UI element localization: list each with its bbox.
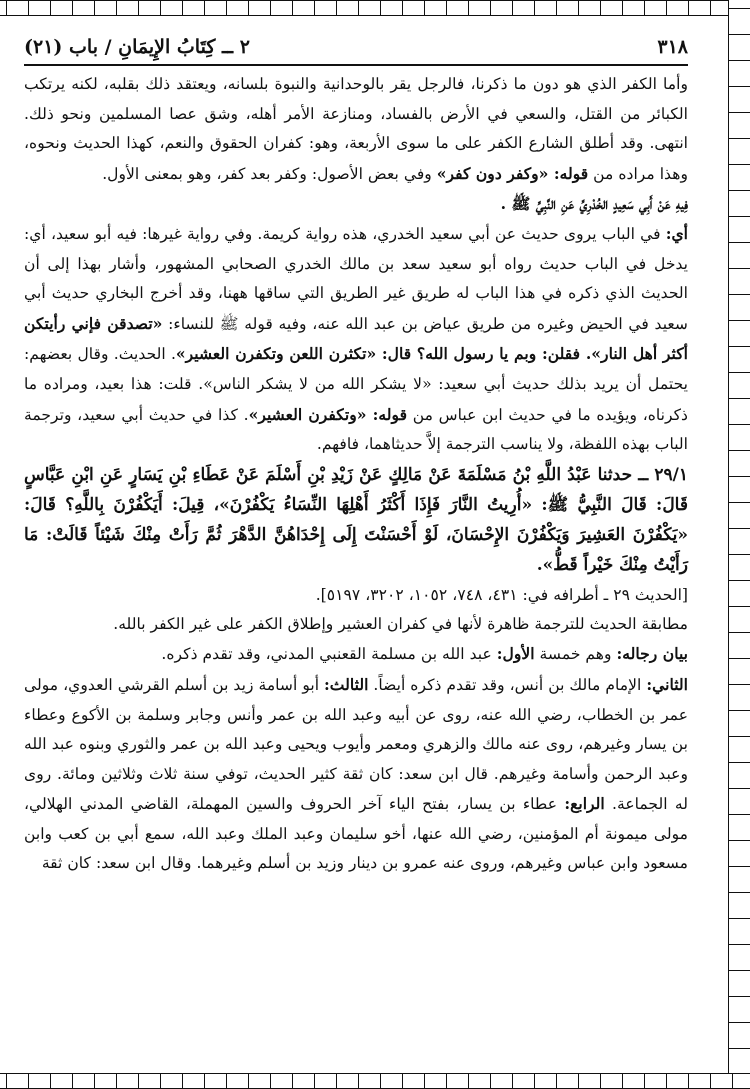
decorative-border-top bbox=[0, 0, 750, 16]
bold-segment: قوله: «وتكفرن العشير» bbox=[248, 404, 408, 424]
chapter-note bbox=[24, 189, 688, 219]
text-segment: مطابقة الحديث للترجمة ظاهرة لأنها في كفران العشير وإطلاق الكفر على غير الكفر بالله. bbox=[113, 614, 688, 633]
text-segment: وهم خمسة bbox=[534, 645, 617, 664]
commentary-paragraph bbox=[24, 639, 688, 670]
bold-segment: الثالث: bbox=[324, 674, 369, 694]
commentary-paragraph bbox=[24, 219, 688, 460]
decorative-border-right bbox=[728, 0, 750, 1089]
page-body bbox=[24, 66, 688, 879]
book-page bbox=[24, 22, 688, 1062]
commentary-paragraph bbox=[24, 610, 688, 640]
page-number: ٣١٨ bbox=[657, 36, 688, 58]
bold-segment: ٢٩/١ ــ حدثنا bbox=[597, 464, 688, 485]
hadith-references bbox=[24, 580, 688, 610]
text-segment: وفي بعض الأصول: وكفر بعد كفر، وهو بمعنى الأول. bbox=[102, 164, 437, 183]
text-segment: في الباب يروى حديث عن أبي سعيد الخدري، هذه رواية كريمة. وفي رواية غيرها: فيه أبو سعيد، أي: يدخل في الباب حديث رواه أبو سعيد سعد بن مالك الخدري الصحابي المشهور، وأشار بهذا إلى أن الحديث الذي ذكره في هذا الباب له طريق غير الطريق التي ساقها ههنا، وقد أخرج البخاري حديث أبي سعيد في الحيض وغيره من طريق عياض بن عبد الله عنه، وفيه قوله ﷺ للنساء: bbox=[24, 224, 688, 333]
chapter-title: ٢ ــ كِتَابُ الإِيمَانِ / باب (٢١) bbox=[24, 36, 250, 58]
commentary-paragraph bbox=[24, 70, 688, 189]
text-segment: أبو أسامة زيد بن أسلم القرشي العدوي، مولى عمر بن الخطاب، رضي الله عنه، روى عن أبيه وعبد الله بن عمر وأنس وجابر وسلمة بن الأكوع وعطاء بن يسار وغيرهم، روى عنه مالك والزهري ومعمر وأيوب ويحيى وعبد الله بن عمر والثوري وبنوه عبد الله وعبد الرحمن وأسامة وغيرهم. قال ابن سعد: كان ثقة كثير الحديث، توفي سنة ثلاث وثلاثين ومائة. روى له الجماعة. bbox=[24, 675, 688, 814]
running-header bbox=[24, 22, 688, 66]
hadith-text bbox=[24, 460, 688, 580]
bold-segment: فِيهِ bbox=[675, 194, 688, 214]
bold-segment: أي: bbox=[665, 223, 688, 243]
text-segment: . كذا في حديث أبي سعيد، وترجمة الباب بهذه اللفظة، ولا يناسب الترجمة إلاَّ حديثاهما، فافهم. bbox=[24, 405, 688, 454]
bold-segment: الثاني: bbox=[646, 674, 688, 694]
text-segment: . الحديث. وقال بعضهم: يحتمل أن يريد بذلك حديث أبي سعيد: «لا يشكر الله من لا يشكر الناس». قلت: هذا بعيد، ومراده ما ذكرناه، ويؤيده ما في حديث ابن عباس من bbox=[24, 345, 688, 424]
text-segment: عبد الله بن مسلمة القعنبي المدني، وقد تقدم ذكره. bbox=[161, 645, 497, 664]
text-segment: عَنْ أَبِي سَعِيدٍ الخُدْرِيِّ عَنِ النَّبِيِّ ﷺ . bbox=[500, 194, 676, 214]
bold-segment: الرابع: bbox=[564, 794, 605, 814]
text-segment: الإمام مالك بن أنس، وقد تقدم ذكره أيضاً. bbox=[368, 675, 647, 694]
bold-segment: الأول: bbox=[496, 644, 535, 664]
text-segment: عَبْدُ اللَّهِ بْنُ مَسْلَمَةَ عَنْ مَالِكٍ عَنْ زَيْدِ بْنِ أَسْلَمَ عَنْ عَطَاءِ بْنِ يَسَارٍ عَنِ ابْنِ عَبَّاسٍ قَالَ: قَالَ النَّبِيُّ ﷺ: bbox=[24, 464, 688, 515]
bold-segment: «أُرِيتُ النَّارَ فَإِذَا أَكْثَرُ أَهْلِهَا النِّسَاءُ يَكْفُرْنَ»، قِيلَ: أَيَكْفُرْنَ بِاللَّهِ؟ قَالَ: «يَكْفُرْنَ العَشِيرَ وَيَكْفُرْنَ الإِحْسَانَ، لَوْ أَحْسَنْتَ إِلَى إِحْدَاهُنَّ الدَّهْرَ ثُمَّ رَأَتْ مِنْكَ شَيْئاً قَالَتْ: مَا رَأَيْتُ مِنْكَ خَيْراً قَطُّ». bbox=[24, 494, 688, 575]
commentary-paragraph bbox=[24, 670, 688, 879]
bold-segment: «تصدقن فإني رأيتكن أكثر أهل النار». فقلن: وبم يا رسول الله؟ قال: «تكثرن اللعن وتكفرن العشير» bbox=[24, 313, 688, 364]
decorative-border-bottom bbox=[0, 1073, 750, 1089]
bold-segment: قوله: «وكفر دون كفر» bbox=[436, 163, 589, 183]
text-segment: عطاء بن يسار، بفتح الياء آخر الحروف والسين المهملة، القاضي المدني الهلالي، مولى ميمونة أم المؤمنين، رضي الله عنها، أخو سليمان وعبد الملك وعبد الله، سمع أبي بن كعب وابن مسعود وابن عباس وغيرهم، وروى عنه عمرو بن دينار وزيد بن أسلم وغيرهما. وقال ابن سعد: كان ثقة bbox=[24, 795, 688, 873]
text-segment: [الحديث ٢٩ ـ أطرافه في: ٤٣١، ٧٤٨، ١٠٥٢، ٣٢٠٢، ٥١٩٧]. bbox=[315, 585, 688, 604]
text-segment: وأما الكفر الذي هو دون ما ذكرنا، فالرجل يقر بالوحدانية والنبوة بلسانه، ويعتقد ذلك بقلبه، لكنه يرتكب الكبائر من القتل، والسعي في الأرض بالفساد، ومنازعة الأمر أهله، وشق عصا المسلمين ونحو ذلك. انتهى. وقد أطلق الشارع الكفر على ما سوى الأربعة، وهو: كفران الحقوق والنعم، كهذا الحديث ونحوه، وهذا مراده من bbox=[24, 75, 688, 183]
bold-segment: بيان رجاله: bbox=[616, 644, 688, 664]
